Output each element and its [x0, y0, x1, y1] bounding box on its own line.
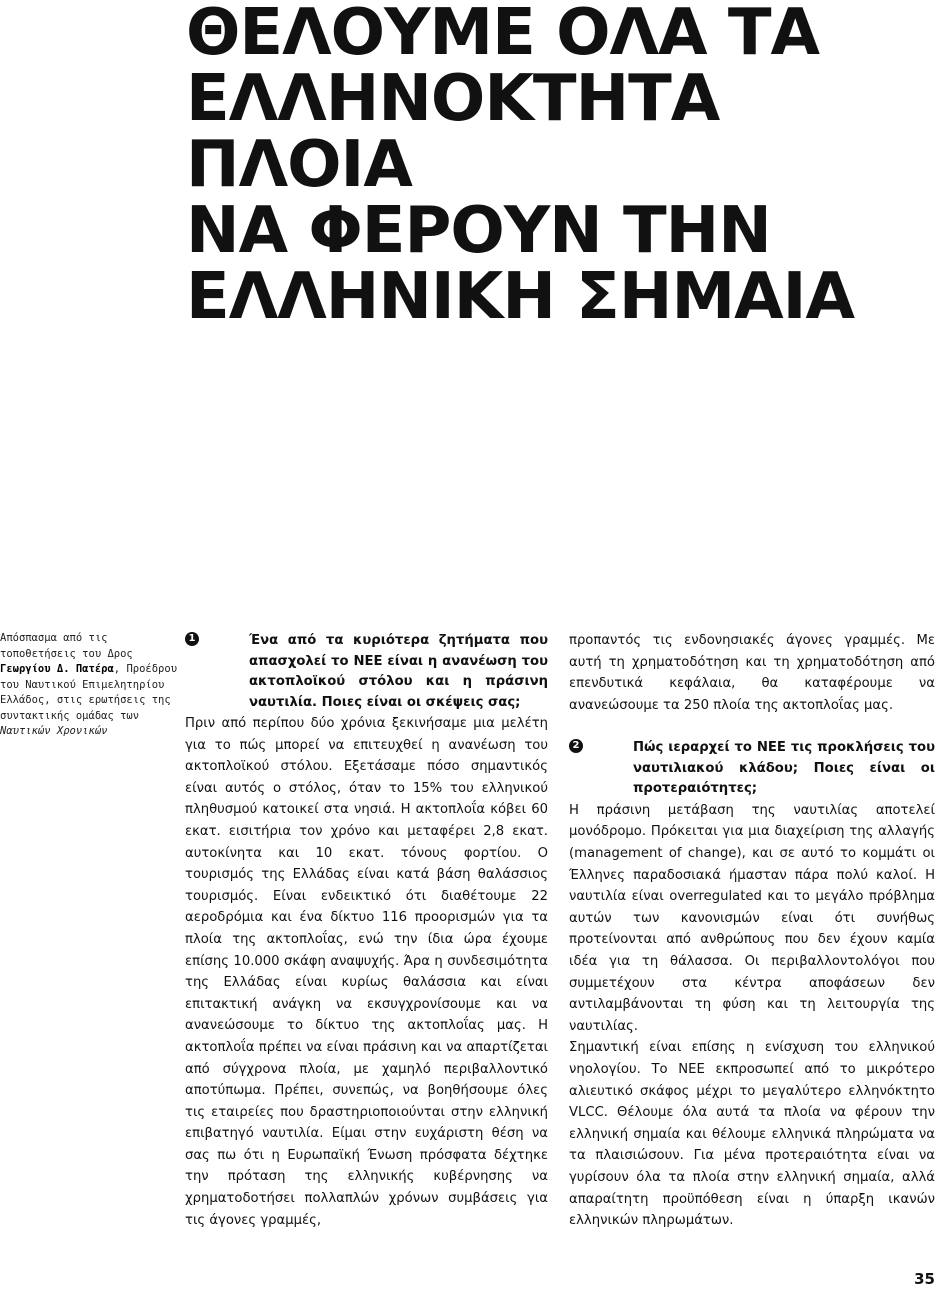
answer-2-paragraph-1: Η πράσινη μετάβαση της ναυτιλίας αποτελεί μονόδρομο. Πρόκειται για μια διαχείριση της αλλαγής (management of change), και σε αυτό το κομμάτι οι Έλληνες παραδοσιακά ήμασταν πάρα πολύ καλοί. Η ναυτιλία είναι overregulated και το μεγάλο πρόβλημα αυτών των κανονισμών είναι ότι συνήθως προτείνονται από ανθρώπους που δεν έχουν καμία ιδέα για τη θάλασσα. Οι περιβαλλοντολόγοι που συμμετέχουν στα κέντρα αποφάσεων δεν αντιλαμβάνονται τη φύση και τη λειτουργία της ναυτιλίας. [569, 802, 935, 1034]
question-2 [569, 738, 935, 800]
question-1 [185, 631, 548, 713]
text-column-right [569, 630, 935, 1232]
intro-note-role: , Προέδρου του Ναυτικού Επιμελητηρίου Ελλάδος, στις ερωτήσεις της συντακτικής ομάδας των [0, 663, 178, 722]
question-number-badge: 2 [569, 739, 583, 753]
intro-note-text: Απόσπασμα από τις τοποθετήσεις του Δρος [0, 632, 133, 660]
publication-name: Ναυτικών Χρονικών [0, 725, 108, 737]
question-number-badge: 1 [185, 632, 199, 646]
spacer [569, 716, 935, 738]
answer-1-text: Πριν από περίπου δύο χρόνια ξεκινήσαμε μια μελέτη για το πώς μπορεί να επιτευχθεί η ανανέωση του ακτοπλοϊκού στόλου. Εξετάσαμε πόσο σημαντικός είναι αυτός ο στόλος, όταν το 15% του ελληνικού πληθυσμού κατοικεί στα νησιά. Η ακτοπλοΐα κόβει 60 εκατ. εισιτήρια τον χρόνο και μεταφέρει 2,8 εκατ. αυτοκίνητα και 10 εκατ. τόνους φορτίου. Ο τουρισμός της Ελλάδας είναι κατά βάση θαλάσσιος τουρισμός. Είναι ενδεικτικό ότι διαθέτουμε 22 αεροδρόμια και ένα δίκτυο 116 προορισμών για τα πλοία της ακτοπλοΐας, ενώ την ίδια ώρα έχουμε επίσης 10.000 σκάφη αναψυχής. Άρα η συνδεσιμότητα της Ελλάδας είναι κυρίως θαλάσσια και είναι επιτακτική ανάγκη να εκσυγχρονίσουμε και να ανανεώσουμε το δίκτυο της ακτοπλοΐας μας. Η ακτοπλοΐα πρέπει να είναι πράσινη και να απαρτίζεται από σύγχρονα πλοία, με χαμηλό περιβαλλοντικό αποτύπωμα. Πρέπει, συνεπώς, να βοηθήσουμε όλες τις εταιρείες που δραστηριοποιούνται στην ελληνική επιβατηγό ναυτιλία. Είμαι στην ευχάριστη θέση να σας πω ότι η Ευρωπαϊκή Ένωση πρόσφατα δέχτηκε την πρόταση της ελληνικής κυβέρνησης να χρηματοδοτήσει πολλαπλών χρόνων συμβάσεις για τις άγονες γραμμές, [185, 716, 548, 1228]
article-headline: ΘΕΛΟΥΜΕ ΟΛΑ ΤΑ ΕΛΛΗΝΟΚΤΗΤΑ ΠΛΟΙΑ ΝΑ ΦΕΡΟΥΝ ΤΗΝ ΕΛΛΗΝΙΚΗ ΣΗΜΑΙΑ [186, 0, 854, 334]
interviewee-name: Γεωργίου Δ. Πατέρα [0, 663, 114, 675]
text-column-left [185, 631, 548, 1231]
intro-note [0, 631, 180, 740]
answer-1-continued: προπαντός τις ενδονησιακές άγονες γραμμές. Με αυτή τη χρηματοδότηση και τη χρηματοδότηση από επενδυτικά κεφάλαια, θα καταφέρουμε να ανανεώσουμε τα 250 πλοία της ακτοπλοΐας μας. [569, 633, 935, 713]
question-2-text: Πώς ιεραρχεί το ΝΕΕ τις προκλήσεις του ναυτιλιακού κλάδου; Ποιες είναι οι προτεραιότητες; [633, 740, 935, 797]
question-1-text: Ένα από τα κυριότερα ζητήματα που απασχολεί το ΝΕΕ είναι η ανανέωση του ακτοπλοϊκού στόλου και η πράσινη ναυτιλία. Ποιες είναι οι σκέψεις σας; [249, 633, 548, 710]
answer-2-paragraph-2: Σημαντική είναι επίσης η ενίσχυση του ελληνικού νηολογίου. Το ΝΕΕ εκπροσωπεί από το μικρότερο αλιευτικό σκάφος μέχρι το μεγαλύτερο ελληνόκτητο VLCC. Θέλουμε όλα αυτά τα πλοία να φέρουν την ελληνική σημαία και θέλουμε ελληνικά πληρώματα να τα πλαισιώσουν. Για μένα προτεραιότητα είναι να γυρίσουν όλα τα πλοία στην ελληνική σημαία, αλλά απαραίτητη προϋπόθεση είναι η ύπαρξη ικανών ελληνικών πληρωμάτων. [569, 1040, 935, 1229]
page-number: 35 [914, 1270, 935, 1288]
